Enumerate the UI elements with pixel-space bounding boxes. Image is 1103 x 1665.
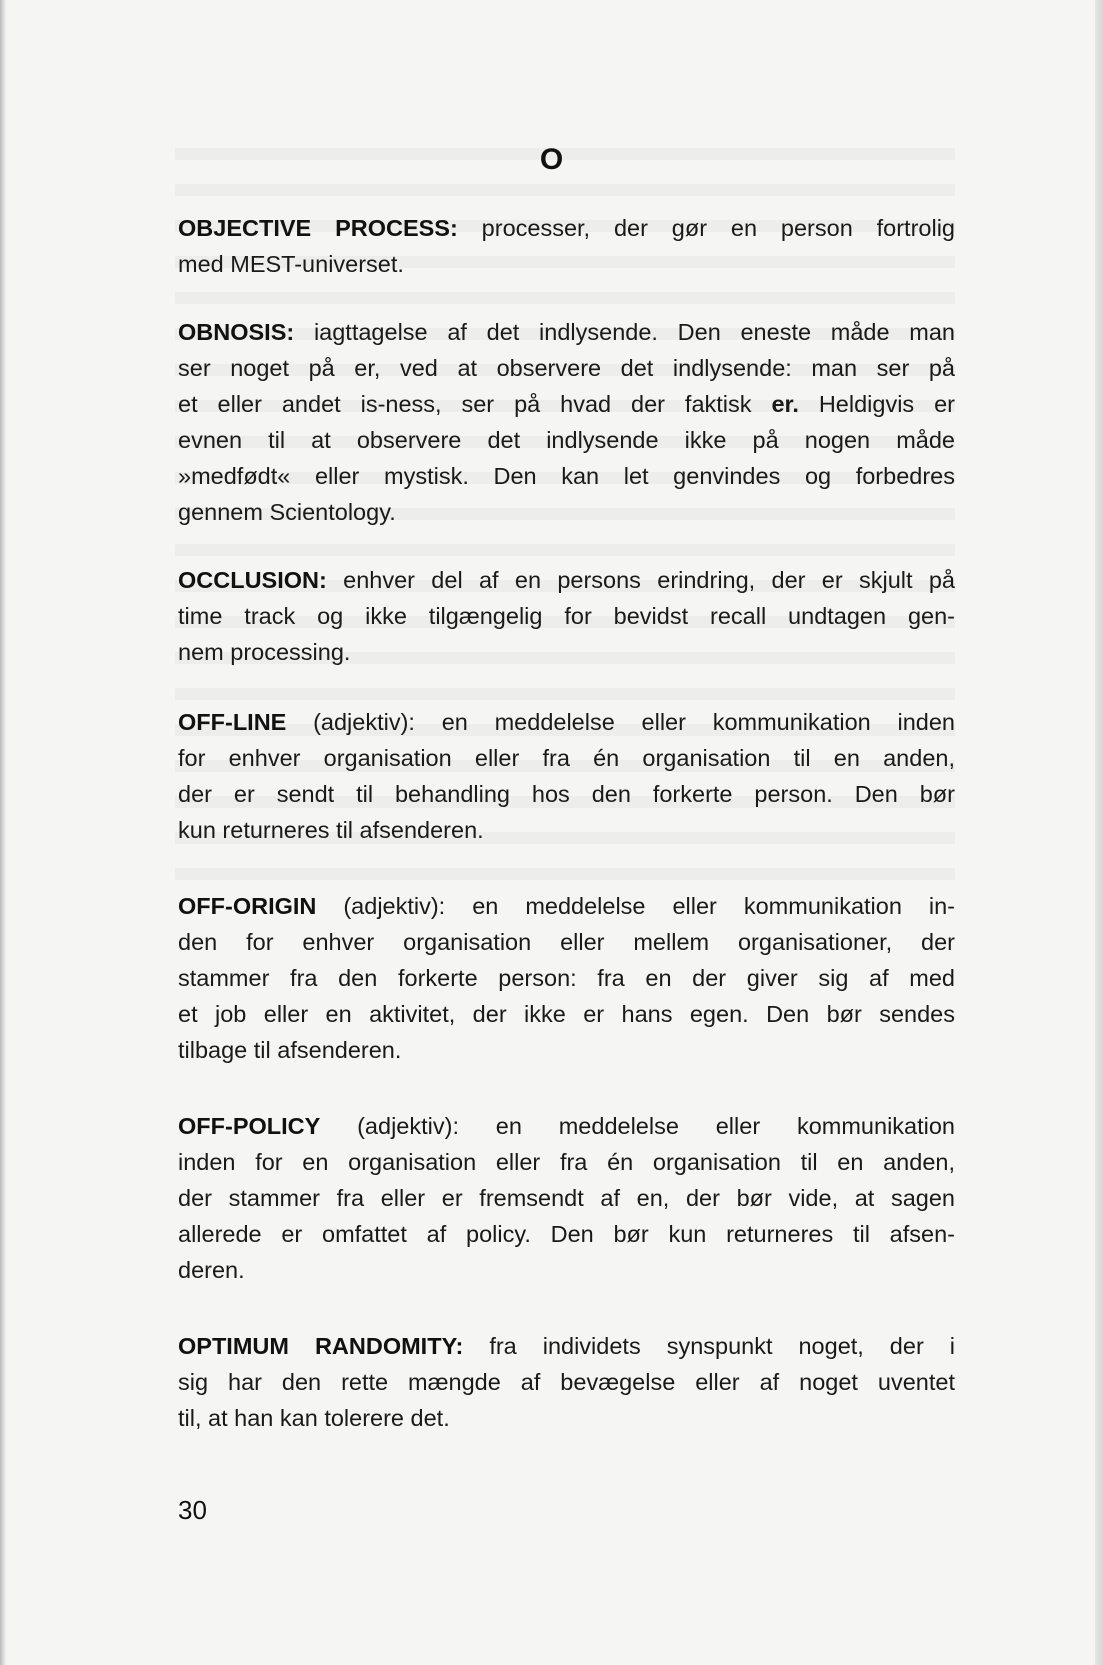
entry-line (178, 888, 955, 924)
entry-line: nem processing. (178, 639, 351, 665)
entry-term: OFF-POLICY (178, 1113, 321, 1139)
glossary-entry-objective-process (178, 210, 955, 282)
entry-line: tilbage til afsenderen. (178, 1037, 402, 1063)
entry-line: time track og ikke tilgængelig for bevidst recall undtagen gen- (178, 603, 955, 629)
entry-line (178, 1328, 955, 1364)
entry-line: ser noget på er, ved at observere det indlysende: man ser på (178, 355, 955, 381)
page-right-edge (1095, 0, 1103, 1665)
entry-line (178, 562, 955, 598)
entry-text: (adjektiv): en meddelelse eller kommunikation in- (316, 893, 955, 919)
entry-line: deren. (178, 1257, 245, 1283)
page-left-edge (0, 0, 6, 1665)
entry-line: »medfødt« eller mystisk. Den kan let genvindes og forbedres (178, 463, 955, 489)
entry-line: til, at han kan tolerere det. (178, 1405, 450, 1431)
glossary-entry-off-policy (178, 1108, 955, 1288)
entry-text: (adjektiv): en meddelelse eller kommunikation inden (286, 709, 955, 735)
entry-line: evnen til at observere det indlysende ikke på nogen måde (178, 427, 955, 453)
section-letter-heading: O (539, 143, 564, 176)
entry-line: for enhver organisation eller fra én organisation til en anden, (178, 745, 955, 771)
entry-line (178, 210, 955, 246)
entry-text: iagttagelse af det indlysende. Den eneste måde man (294, 319, 955, 345)
entry-line: gennem Scientology. (178, 499, 396, 525)
page-number: 30 (178, 1495, 207, 1525)
entry-line: der er sendt til behandling hos den forkerte person. Den bør (178, 781, 955, 807)
entry-emphasis: er. (771, 391, 799, 417)
entry-line (178, 386, 955, 422)
glossary-entries (178, 210, 955, 1436)
entry-text: processer, der gør en person fortrolig (457, 215, 955, 241)
entry-line: med MEST-universet. (178, 251, 404, 277)
entry-text: (adjektiv): en meddelelse eller kommunikation (320, 1113, 955, 1139)
entry-text: et eller andet is-ness, ser på hvad der faktisk (178, 391, 772, 417)
entry-term: OPTIMUM RANDOMITY: (178, 1333, 464, 1359)
entry-term: OBJECTIVE PROCESS: (178, 215, 458, 241)
glossary-entry-off-line (178, 704, 955, 848)
entry-line (178, 1108, 955, 1144)
entry-line: allerede er omfattet af policy. Den bør kun returneres til afsen- (178, 1221, 955, 1247)
glossary-entry-off-origin (178, 888, 955, 1068)
entry-line: den for enhver organisation eller mellem organisationer, der (178, 929, 955, 955)
glossary-entry-optimum-randomity (178, 1328, 955, 1436)
entry-text: enhver del af en persons erindring, der er skjult på (326, 567, 955, 593)
entry-term: OCCLUSION: (178, 567, 327, 593)
entry-line: der stammer fra eller er fremsendt af en, der bør vide, at sagen (178, 1185, 955, 1211)
entry-term: OFF-ORIGIN (178, 893, 317, 919)
entry-term: OBNOSIS: (178, 319, 295, 345)
entry-text: fra individets synspunkt noget, der i (463, 1333, 955, 1359)
entry-line: et job eller en aktivitet, der ikke er hans egen. Den bør sendes (178, 1001, 955, 1027)
entry-line (178, 314, 955, 350)
glossary-entry-obnosis (178, 314, 955, 530)
entry-term: OFF-LINE (178, 709, 287, 735)
entry-line (178, 704, 955, 740)
entry-line: inden for en organisation eller fra én organisation til en anden, (178, 1149, 955, 1175)
glossary-entry-occlusion (178, 562, 955, 670)
entry-line: stammer fra den forkerte person: fra en der giver sig af med (178, 965, 955, 991)
entry-text: Heldigvis er (798, 391, 956, 417)
entry-line: kun returneres til afsenderen. (178, 817, 484, 843)
entry-line: sig har den rette mængde af bevægelse eller af noget uventet (178, 1369, 955, 1395)
